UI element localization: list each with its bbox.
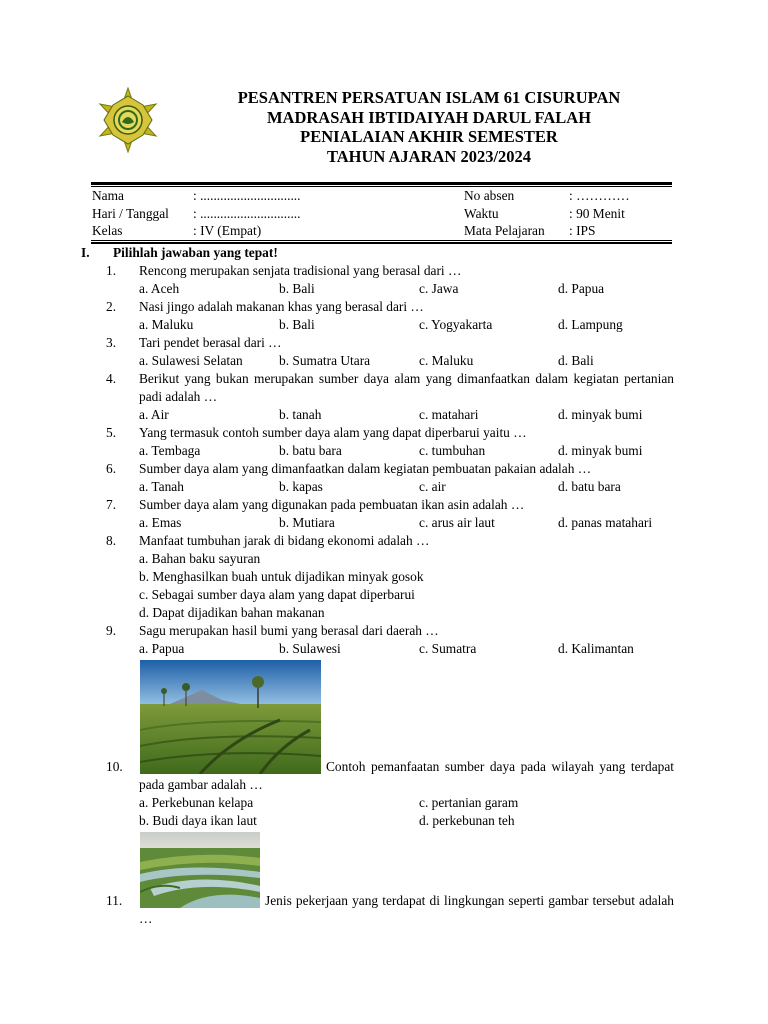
header-line1: PESANTREN PERSATUAN ISLAM 61 CISURUPAN: [237, 88, 621, 107]
option-d: d. Lampung: [558, 317, 623, 332]
info-rule-thin: [91, 240, 672, 241]
option-d: d. Bali: [558, 353, 594, 368]
option-d: d. Papua: [558, 281, 605, 296]
option-a: a. Tembaga: [139, 443, 201, 458]
option-d: d. minyak bumi: [558, 407, 643, 422]
header-rule: [91, 182, 672, 185]
question-text: Sumber daya alam yang digunakan pada pembuatan ikan asin adalah …: [139, 497, 525, 512]
question-number: 5.: [106, 425, 117, 440]
question-text: Sumber daya alam yang dimanfaatkan dalam kegiatan pembuatan pakaian adalah …: [139, 461, 592, 476]
question-text: Tari pendet berasal dari …: [139, 335, 282, 350]
option-b: b. Bali: [279, 281, 315, 296]
option-c: c. Sebagai sumber daya alam yang dapat diperbarui: [139, 587, 415, 602]
section-title: Pilihlah jawaban yang tepat!: [113, 245, 278, 260]
option-b: b. Budi daya ikan laut: [139, 813, 257, 828]
option-c: c. air: [419, 479, 446, 494]
options-2: [92, 316, 674, 334]
question-number: 3.: [106, 335, 117, 350]
mapel-label: Mata Pelajaran: [464, 223, 545, 238]
school-logo: [92, 87, 164, 153]
nama-value: : ..............................: [193, 188, 301, 203]
options-4: [92, 406, 674, 424]
question-number: 2.: [106, 299, 117, 314]
hari-value: : ..............................: [193, 205, 301, 221]
hari-label: Hari / Tanggal: [92, 205, 169, 221]
option-a: a. Emas: [139, 515, 182, 530]
kelas-label: Kelas: [92, 223, 123, 238]
waktu-label: Waktu: [464, 205, 499, 221]
header-line4: TAHUN AJARAN 2023/2024: [326, 146, 532, 166]
question-number: 10.: [106, 759, 123, 774]
mapel-value: : IPS: [569, 223, 596, 238]
question-2: [92, 298, 674, 316]
option-b: b. Bali: [279, 317, 315, 332]
waktu-value: : 90 Menit: [569, 205, 625, 221]
options-10-row2: [92, 812, 674, 830]
nama-label: Nama: [92, 188, 124, 203]
option-b: b. tanah: [279, 407, 322, 422]
section-number: I.: [81, 245, 90, 260]
option-d: d. panas matahari: [558, 515, 653, 530]
options-10-row1: [92, 794, 674, 812]
question-text: Manfaat tumbuhan jarak di bidang ekonomi adalah …: [139, 533, 430, 548]
question-3: [92, 334, 674, 352]
question-8: [92, 532, 674, 550]
question-number: 1.: [106, 263, 117, 278]
question-4: [92, 370, 674, 406]
options-6: [92, 478, 674, 496]
option-c: c. Jawa: [419, 281, 459, 296]
option-a: a. Aceh: [139, 281, 180, 296]
options-9: [92, 640, 674, 658]
absen-label: No absen: [464, 188, 515, 203]
question-text: Nasi jingo adalah makanan khas yang berasal dari …: [139, 299, 424, 314]
question-text: Jenis pekerjaan yang terdapat di lingkungan seperti gambar tersebut adalah …: [139, 893, 674, 926]
question-text: Yang termasuk contoh sumber daya alam yang dapat diperbarui yaitu …: [139, 425, 527, 440]
kelas-value: : IV (Empat): [193, 223, 262, 238]
option-a: a. Papua: [139, 641, 185, 656]
option-a: a. Tanah: [139, 479, 184, 494]
question-text: Contoh pemanfaatan sumber daya pada wilayah yang terdapat pada gambar adalah …: [139, 759, 674, 792]
option-d: d. batu bara: [558, 479, 621, 494]
absen-value: : …………: [569, 188, 630, 203]
option-c: c. Maluku: [419, 353, 474, 368]
options-5: [92, 442, 674, 460]
option-d: d. minyak bumi: [558, 443, 643, 458]
option-c: c. Sumatra: [419, 641, 477, 656]
question-11: [92, 832, 674, 928]
question-text: Berikut yang bukan merupakan sumber daya alam yang dimanfaatkan dalam kegiatan pertanian padi adalah …: [139, 371, 674, 404]
question-7: [92, 496, 674, 514]
option-d: d. Dapat dijadikan bahan makanan: [139, 605, 325, 620]
question-text: Rencong merupakan senjata tradisional yang berasal dari …: [139, 263, 462, 278]
option-b: b. kapas: [279, 479, 323, 494]
question-number: 7.: [106, 497, 117, 512]
option-a: a. Sulawesi Selatan: [139, 353, 243, 368]
option-d: d. perkebunan teh: [419, 813, 515, 828]
question-number: 11.: [106, 893, 123, 908]
question-text: Sagu merupakan hasil bumi yang berasal dari daerah …: [139, 623, 439, 638]
question-9: [92, 622, 674, 640]
option-b: b. Sumatra Utara: [279, 353, 371, 368]
option-c: c. pertanian garam: [419, 795, 519, 810]
option-a: a. Perkebunan kelapa: [139, 795, 254, 810]
question-5: [92, 424, 674, 442]
question-number: 4.: [106, 371, 117, 386]
option-a: a. Air: [139, 407, 169, 422]
question-number: 6.: [106, 461, 117, 476]
option-b: b. Sulawesi: [279, 641, 341, 656]
options-7: [92, 514, 674, 532]
header-line3: PENIALAIAN AKHIR SEMESTER: [300, 127, 558, 146]
document-header: [196, 88, 662, 166]
options-1: [92, 280, 674, 298]
option-c: c. arus air laut: [419, 515, 495, 530]
tea-plantation-image: [140, 660, 321, 774]
question-number: 8.: [106, 533, 117, 548]
option-d: d. Kalimantan: [558, 641, 634, 656]
option-c: c. tumbuhan: [419, 443, 486, 458]
options-3: [92, 352, 674, 370]
question-6: [92, 460, 674, 478]
question-list: [92, 262, 674, 928]
question-1: [92, 262, 674, 280]
option-c: c. matahari: [419, 407, 479, 422]
option-c: c. Yogyakarta: [419, 317, 493, 332]
option-b: b. batu bara: [279, 443, 342, 458]
option-a: a. Maluku: [139, 317, 194, 332]
header-line2: MADRASAH IBTIDAIYAH DARUL FALAH: [266, 107, 592, 127]
option-b: b. Mutiara: [279, 515, 335, 530]
question-10: [92, 660, 674, 794]
option-a: a. Bahan baku sayuran: [139, 551, 261, 566]
option-b: b. Menghasilkan buah untuk dijadikan minyak gosok: [139, 569, 424, 584]
student-info: [92, 187, 672, 240]
question-number: 9.: [106, 623, 117, 638]
